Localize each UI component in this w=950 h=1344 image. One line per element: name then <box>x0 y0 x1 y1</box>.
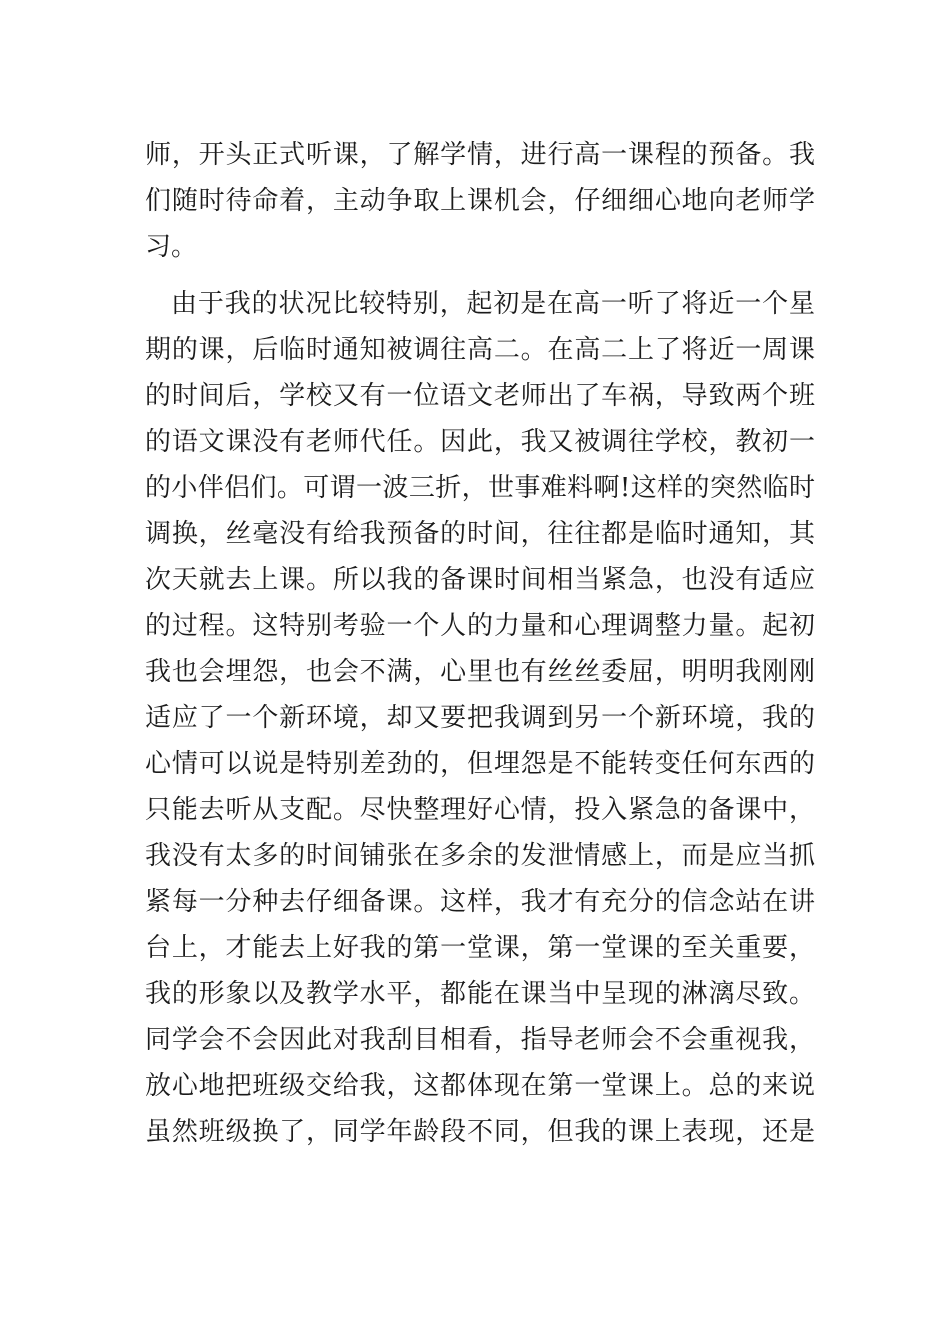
text-line <box>145 1155 815 1201</box>
text-line: 的小伴侣们。可谓一波三折，世事难料啊!这样的突然临时 <box>145 473 815 503</box>
text-line: 心情可以说是特别差劲的，但埋怨是不能转变任何东西的 <box>145 749 815 779</box>
text-line: 们随时待命着，主动争取上课机会，仔细细心地向老师学 <box>145 186 815 216</box>
text-line: 我没有太多的时间铺张在多余的发泄情感上，而是应当抓 <box>145 841 815 871</box>
paragraph-2 <box>145 281 815 1247</box>
text-line: 的时间后，学校又有一位语文老师出了车祸，导致两个班 <box>145 381 815 411</box>
body-text <box>145 132 815 1247</box>
text-line: 同学会不会因此对我刮目相看，指导老师会不会重视我， <box>145 1025 815 1055</box>
text-line: 期的课，后临时通知被调往高二。在高二上了将近一周课 <box>145 335 815 365</box>
text-line: 虽然班级换了，同学年龄段不同，但我的课上表现，还是 <box>145 1117 815 1147</box>
text-line: 的过程。这特别考验一个人的力量和心理调整力量。起初 <box>145 611 815 641</box>
text-line: 只能去听从支配。尽快整理好心情，投入紧急的备课中， <box>145 795 815 825</box>
text-line: 放心地把班级交给我，这都体现在第一堂课上。总的来说 <box>145 1071 815 1101</box>
text-line: 调换，丝毫没有给我预备的时间，往往都是临时通知，其 <box>145 519 815 549</box>
text-line: 习。 <box>145 232 198 262</box>
text-line <box>145 1201 815 1247</box>
text-line: 次天就去上课。所以我的备课时间相当紧急，也没有适应 <box>145 565 815 595</box>
text-line: 紧每一分种去仔细备课。这样，我才有充分的信念站在讲 <box>145 887 815 917</box>
text-line: 我的形象以及教学水平，都能在课当中呈现的淋漓尽致。 <box>145 979 815 1009</box>
paragraph-spacing <box>145 270 815 281</box>
text-line: 由于我的状况比较特别，起初是在高一听了将近一个星 <box>171 289 815 319</box>
text-line: 适应了一个新环境，却又要把我调到另一个新环境，我的 <box>145 703 815 733</box>
text-line: 我也会埋怨，也会不满，心里也有丝丝委屈，明明我刚刚 <box>145 657 815 687</box>
text-line: 师，开头正式听课，了解学情，进行高一课程的预备。我 <box>145 140 815 170</box>
paragraph-1 <box>145 132 815 270</box>
text-line: 台上，才能去上好我的第一堂课，第一堂课的至关重要， <box>145 933 815 963</box>
text-line: 的语文课没有老师代任。因此，我又被调往学校，教初一 <box>145 427 815 457</box>
